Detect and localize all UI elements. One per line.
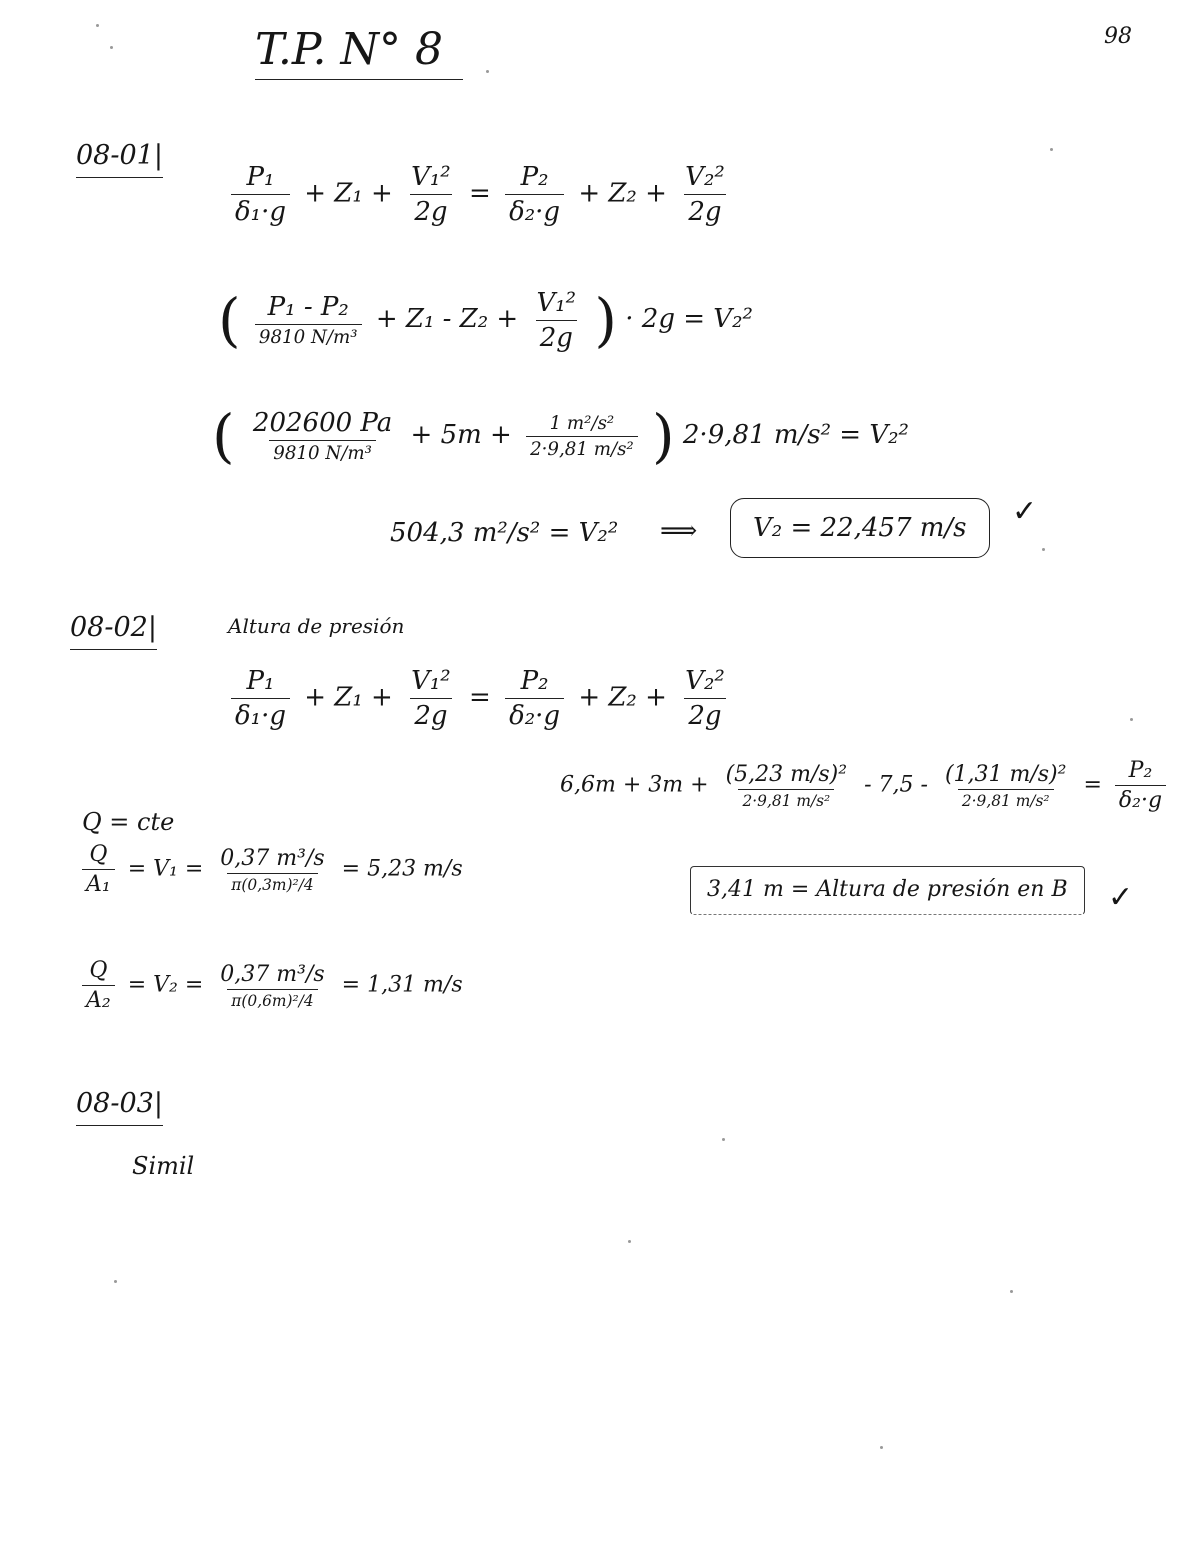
times-2g-value: 2·9,81 m/s² = V₂² <box>682 420 909 450</box>
z2-term: + Z₂ + <box>578 178 667 209</box>
pressure-difference: P₁ - P₂ <box>267 292 349 322</box>
v1-squared: V₁² <box>411 666 451 696</box>
v1-symbol: = V₁ = <box>127 856 204 882</box>
v1-result: = 5,23 m/s <box>341 856 463 882</box>
scan-speck <box>96 24 99 27</box>
two-g: 2g <box>410 698 451 731</box>
scan-speck <box>880 1446 883 1449</box>
p2: P₂ <box>520 162 549 192</box>
v2-term: (1,31 m/s)² <box>944 761 1067 787</box>
equals-sign: = <box>469 178 491 209</box>
rho2-g: δ₂·g <box>505 698 564 731</box>
p1: P₁ <box>246 162 275 192</box>
z2-term: + Z₂ + <box>578 682 667 713</box>
v2-squared-result: 504,3 m²/s² = V₂² <box>390 518 619 548</box>
q-symbol: Q <box>89 958 108 983</box>
two-g-value: 2·9,81 m/s² <box>738 789 834 810</box>
v1-squared-value: 1 m²/s² <box>549 412 615 434</box>
p2: P₂ <box>520 666 549 696</box>
two-g-value: 2·9,81 m/s² <box>958 789 1054 810</box>
height-value: + 5m + <box>410 420 512 450</box>
v1-term: (5,23 m/s)² <box>725 761 848 787</box>
problem-label-08-02: 08-02| <box>70 612 157 650</box>
a1-symbol: A₁ <box>82 869 115 897</box>
p2: P₂ <box>1128 758 1153 783</box>
bernoulli-equation-2 <box>225 666 735 731</box>
v1-squared: V₁² <box>411 162 451 192</box>
pressure-head-answer-box: 3,41 m = Altura de presión en B <box>690 866 1085 915</box>
a2-symbol: A₂ <box>82 985 115 1013</box>
scan-speck <box>110 46 113 49</box>
v2-squared: V₂² <box>685 666 725 696</box>
pressure-value: 202600 Pa <box>252 408 393 438</box>
specific-weight-value: 9810 N/m³ <box>269 440 376 464</box>
flow-rate: 0,37 m³/s <box>220 845 325 871</box>
calc-middle: - 7,5 - <box>864 772 928 798</box>
page-title: T.P. N° 8 <box>255 24 463 80</box>
v1-calculation <box>76 842 463 897</box>
rho2-g: δ₂·g <box>1115 785 1166 813</box>
q-symbol: Q <box>89 842 108 867</box>
times-2g-equals-v2: · 2g = V₂² <box>625 304 753 334</box>
equals-sign: = <box>1083 772 1102 798</box>
scan-speck <box>1130 718 1133 721</box>
substituted-equation: ( $\frac{202600 Pa}{\text{9810 N/m³}}$ + 5m + $\frac{\text{1 m²/s²}}{\text{2·9,81 m/s²}}$ ) 2·9,81 m/s² = V₂² <box>212 402 909 470</box>
v1-squared: V₁² <box>536 287 577 318</box>
checkmark-icon: ✓ <box>1108 880 1134 915</box>
v2-squared: V₂² <box>685 162 725 192</box>
two-g: 2g <box>684 698 725 731</box>
scan-speck <box>1042 548 1045 551</box>
note-altura-presion: Altura de presión <box>228 614 405 638</box>
z1-term: + Z₁ + <box>304 178 393 209</box>
specific-weight: 9810 N/m³ <box>255 324 362 348</box>
v2-symbol: = V₂ = <box>127 972 204 998</box>
checkmark-icon: ✓ <box>1012 494 1038 529</box>
scan-speck <box>722 1138 725 1141</box>
two-g: 2g <box>684 194 725 227</box>
v2-answer-box: V₂ = 22,457 m/s <box>730 498 990 558</box>
scan-speck <box>1010 1290 1013 1293</box>
two-g-value: 2·9,81 m/s² <box>526 436 638 460</box>
rho1-g: δ₁·g <box>231 698 290 731</box>
calc-start: 6,6m + 3m + <box>560 772 709 798</box>
z1-term: + Z₁ + <box>304 682 393 713</box>
height-difference: + Z₁ - Z₂ + <box>375 304 519 334</box>
scan-speck <box>114 1280 117 1283</box>
implies-arrow: ⟹ <box>660 516 698 546</box>
q-constant: Q = cte <box>82 808 175 836</box>
v2-result: = 1,31 m/s <box>341 972 463 998</box>
rearranged-equation: ( $\frac{\text{P₁ - P₂}}{\text{9810 N/m³}}$ + Z₁ - Z₂ + $\frac{\text{V₁²}}{2g}$ ) · 2g = V₂² <box>218 286 753 354</box>
problem-label-08-01: 08-01| <box>76 140 163 178</box>
rho2-g: δ₂·g <box>505 194 564 227</box>
p1: P₁ <box>246 666 275 696</box>
pressure-head-calculation <box>560 758 1172 813</box>
problem-label-08-03: 08-03| <box>76 1088 163 1126</box>
area-2: π(0,6m)²/4 <box>227 989 317 1010</box>
flow-rate: 0,37 m³/s <box>220 961 325 987</box>
page-number: 98 <box>1104 24 1132 49</box>
area-1: π(0,3m)²/4 <box>227 873 317 894</box>
two-g: 2g <box>410 194 451 227</box>
v2-calculation <box>76 958 463 1013</box>
simil-note: Simil <box>132 1152 195 1180</box>
scan-speck <box>486 70 489 73</box>
rho1-g: δ₁·g <box>231 194 290 227</box>
two-g: 2g <box>536 320 577 353</box>
scan-speck <box>1050 148 1053 151</box>
scan-speck <box>628 1240 631 1243</box>
equals-sign: = <box>469 682 491 713</box>
bernoulli-equation-1 <box>225 162 735 227</box>
